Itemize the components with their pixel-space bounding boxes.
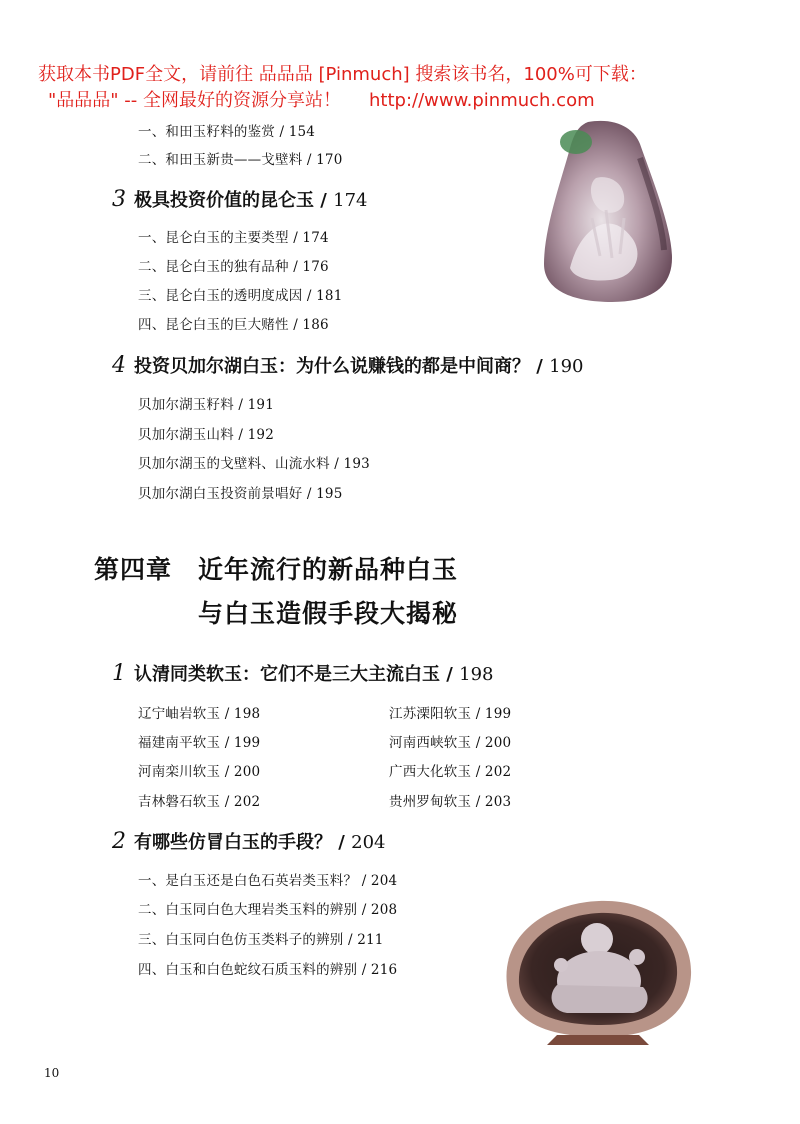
toc-item[interactable]: 贵州罗甸软玉 / 203: [389, 794, 512, 810]
toc-item[interactable]: 四、白玉和白色蛇纹石质玉料的辨别 / 216: [138, 962, 398, 978]
toc-item[interactable]: 一、是白玉还是白色石英岩类玉料？ / 204: [138, 873, 398, 889]
section-title: 极具投资价值的昆仑玉 /: [134, 190, 327, 211]
section-number: 4: [112, 353, 126, 378]
jade-buddha-image: [497, 895, 699, 1047]
toc-item[interactable]: 三、昆仑白玉的透明度成因 / 181: [138, 288, 343, 304]
chapter-title-line-1: 近年流行的新品种白玉: [198, 555, 459, 584]
chapter-title-line-2: 与白玉造假手段大揭秘: [198, 599, 459, 628]
toc-item[interactable]: 二、昆仑白玉的独有品种 / 176: [138, 259, 329, 275]
section-title: 有哪些仿冒白玉的手段？ /: [134, 832, 345, 853]
toc-item[interactable]: 一、和田玉籽料的鉴赏 / 154: [138, 124, 316, 140]
toc-item[interactable]: 二、白玉同白色大理岩类玉料的辨别 / 208: [138, 902, 398, 918]
toc-ch4-section-2[interactable]: [112, 828, 385, 854]
toc-item[interactable]: 福建南平软玉 / 199: [138, 735, 261, 751]
toc-item[interactable]: 贝加尔湖白玉投资前景唱好 / 195: [138, 486, 343, 502]
toc-item[interactable]: 三、白玉同白色仿玉类料子的辨别 / 211: [138, 932, 384, 948]
section-title: 认清同类软玉：它们不是三大主流白玉 /: [134, 664, 453, 685]
toc-item[interactable]: 河南西峡软玉 / 200: [389, 735, 512, 751]
section-page: 190: [549, 356, 584, 377]
jade-pendant-image: [540, 118, 676, 304]
section-title: 投资贝加尔湖白玉：为什么说赚钱的都是中间商？ /: [134, 356, 543, 377]
toc-section-3[interactable]: [112, 186, 367, 212]
toc-section-4[interactable]: [112, 352, 583, 378]
banner-line-1: 获取本书PDF全文，请前往 品品品 [Pinmuch] 搜索该书名，100%可下载：: [38, 64, 647, 85]
toc-item[interactable]: 辽宁岫岩软玉 / 198: [138, 706, 261, 722]
toc-item[interactable]: 贝加尔湖玉山料 / 192: [138, 427, 274, 443]
section-page: 198: [459, 664, 494, 685]
toc-item[interactable]: 四、昆仑白玉的巨大赌性 / 186: [138, 317, 329, 333]
section-page: 174: [333, 190, 368, 211]
toc-item[interactable]: 贝加尔湖玉的戈壁料、山流水料 / 193: [138, 456, 370, 472]
section-number: 3: [112, 187, 126, 212]
section-number: 2: [112, 829, 126, 854]
section-page: 204: [351, 832, 386, 853]
banner-url-link[interactable]: http://www.pinmuch.com: [369, 90, 595, 111]
page-number: 10: [44, 1066, 60, 1080]
banner-line-2: [48, 88, 595, 114]
toc-item[interactable]: 江苏溧阳软玉 / 199: [389, 706, 512, 722]
toc-item[interactable]: 二、和田玉新贵——戈壁料 / 170: [138, 152, 343, 168]
chapter-label: 第四章: [94, 555, 173, 584]
toc-ch4-section-1[interactable]: [112, 660, 493, 686]
section-number: 1: [112, 661, 126, 686]
toc-item[interactable]: 一、昆仑白玉的主要类型 / 174: [138, 230, 329, 246]
toc-item[interactable]: 贝加尔湖玉籽料 / 191: [138, 397, 274, 413]
toc-item[interactable]: 广西大化软玉 / 202: [389, 764, 512, 780]
banner-site-slogan: "品品品" -- 全网最好的资源分享站！: [48, 90, 341, 111]
toc-item[interactable]: 河南栾川软玉 / 200: [138, 764, 261, 780]
toc-item[interactable]: 吉林磐石软玉 / 202: [138, 794, 261, 810]
